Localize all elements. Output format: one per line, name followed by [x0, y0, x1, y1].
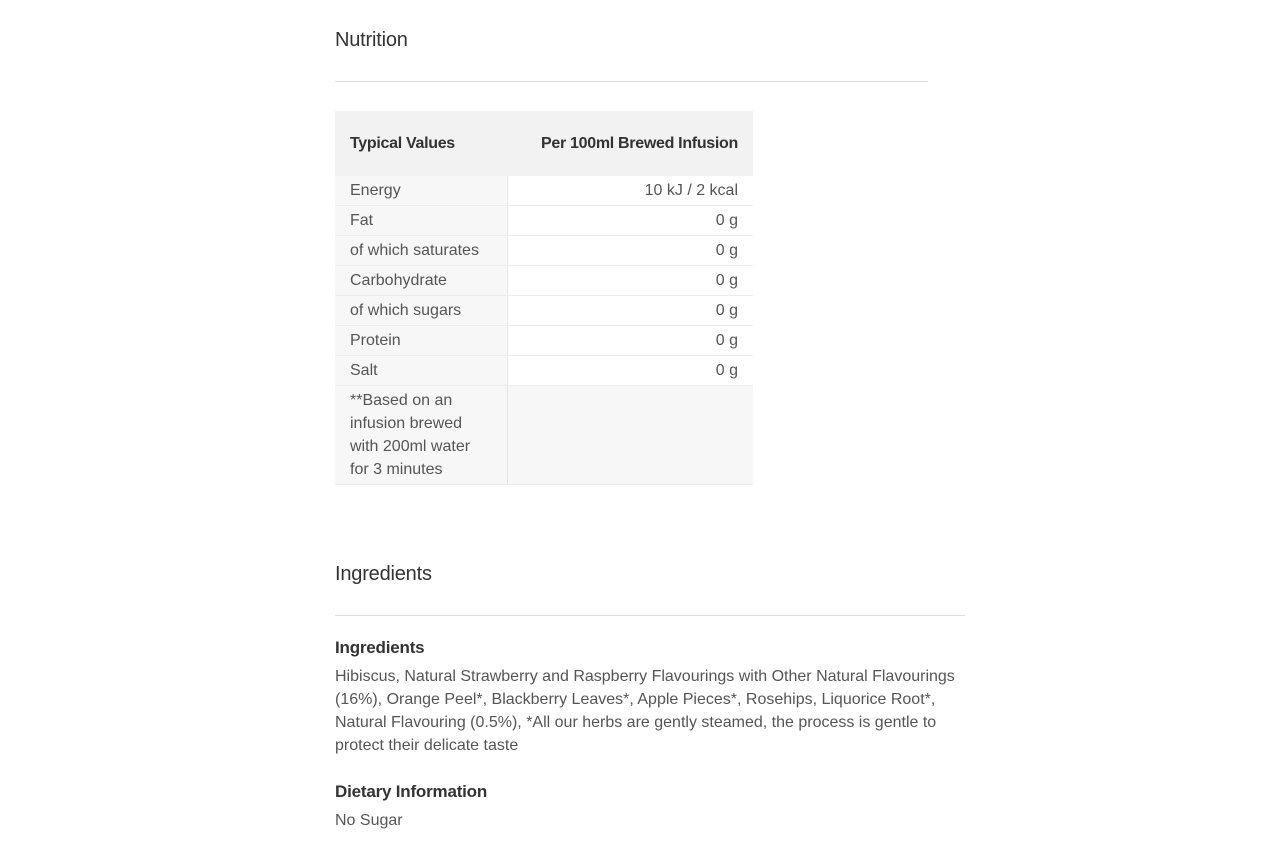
table-note-row [335, 386, 753, 485]
ingredients-divider [335, 615, 965, 616]
table-note: **Based on an infusion brewed with 200ml water for 3 minutes [335, 386, 508, 485]
table-note-empty-cell [508, 386, 754, 485]
table-row [335, 356, 753, 386]
row-value: 0 g [508, 296, 754, 326]
row-value: 0 g [508, 326, 754, 356]
table-row [335, 326, 753, 356]
nutrition-table-header [335, 111, 753, 176]
row-label: Salt [335, 356, 508, 386]
dietary-information-heading: Dietary Information [335, 782, 488, 801]
header-per-100ml: Per 100ml Brewed Infusion [508, 111, 754, 176]
row-label: Protein [335, 326, 508, 356]
row-value: 0 g [508, 236, 754, 266]
row-value: 0 g [508, 206, 754, 236]
nutrition-table [335, 111, 753, 485]
table-row [335, 206, 753, 236]
dietary-information-text: No Sugar [335, 812, 403, 829]
row-value: 0 g [508, 266, 754, 296]
row-label: Fat [335, 206, 508, 236]
table-row [335, 266, 753, 296]
ingredients-subheading: Ingredients [335, 638, 425, 657]
nutrition-divider [335, 81, 928, 82]
row-label: of which sugars [335, 296, 508, 326]
row-value: 10 kJ / 2 kcal [508, 176, 754, 206]
row-label: of which saturates [335, 236, 508, 266]
ingredients-list: Hibiscus, Natural Strawberry and Raspberry Flavourings with Other Natural Flavourings (16%), Orange Peel*, Blackberry Leaves*, Apple Pieces*, Rosehips, Liquorice Root*, Natural Flavouring (0.5%), *All our herbs are gently steamed, the process is gentle to protect their delicate taste [335, 668, 955, 754]
row-label: Carbohydrate [335, 266, 508, 296]
row-label: Energy [335, 176, 508, 206]
table-row [335, 176, 753, 206]
header-typical-values: Typical Values [335, 111, 508, 176]
table-row [335, 296, 753, 326]
row-value: 0 g [508, 356, 754, 386]
ingredients-title: Ingredients [335, 563, 432, 585]
table-row [335, 236, 753, 266]
nutrition-title: Nutrition [335, 29, 408, 51]
